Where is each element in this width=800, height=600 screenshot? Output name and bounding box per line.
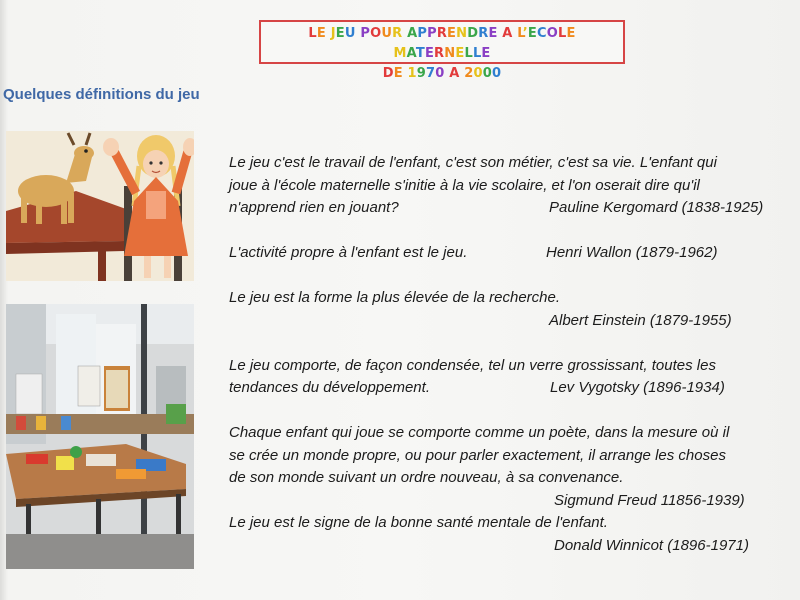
photo-classroom (6, 304, 194, 569)
illustration-goat-girl (6, 131, 194, 281)
title-box (259, 20, 625, 81)
quote-line: joue à l'école maternelle s'initie à la vie scolaire, et l'on oserait dire qu'il (229, 176, 700, 194)
quote-line: n'apprend rien en jouant? (229, 199, 399, 216)
quote-author: Henri Wallon (1879-1962) (546, 244, 718, 261)
quote-line: Le jeu c'est le travail de l'enfant, c'est son métier, c'est sa vie. L'enfant qui (229, 154, 717, 171)
quote-line: Chaque enfant qui joue se comporte comme un poète, dans la mesure où il (229, 424, 730, 441)
title-line-1: LE JEU POUR APPRENDRE A L’ECOLE MATERNELLE (308, 26, 576, 61)
quote-line: L'activité propre à l'enfant est le jeu. (229, 244, 468, 261)
quote-author-line (229, 490, 795, 513)
quotes-block (229, 152, 795, 557)
quote-line: tendances du développement. (229, 379, 430, 396)
quote-author: Lev Vygotsky (1896-1934) (550, 379, 725, 396)
quote-line-with-author (229, 377, 795, 400)
quote-author-line (229, 310, 795, 333)
quote-line: Le jeu est la forme la plus élevée de la recherche. (229, 289, 561, 306)
quote-line: de son monde suivant un ordre nouveau, à sa convenance. (229, 469, 624, 486)
quote-author: Albert Einstein (1879-1955) (549, 311, 732, 329)
section-heading: Quelques définitions du jeu (3, 86, 200, 103)
quote-author: Sigmund Freud 11856-1939) (554, 491, 745, 509)
quote-line-with-author (229, 242, 795, 265)
quote-author: Donald Winnicot (1896-1971) (554, 536, 749, 554)
quote-line: Le jeu est le signe de la bonne santé mentale de l'enfant. (229, 514, 608, 531)
quote-line: Le jeu comporte, de façon condensée, tel un verre grossissant, toutes les (229, 356, 716, 374)
quote-author-line (229, 535, 795, 558)
quote-line: se crée un monde propre, ou pour parler exactement, il arrange les choses (229, 446, 726, 464)
quote-line-with-author (229, 197, 795, 220)
quote-author: Pauline Kergomard (1838-1925) (549, 199, 764, 216)
title-line-2: DE 1970 A 2000 (382, 66, 502, 81)
